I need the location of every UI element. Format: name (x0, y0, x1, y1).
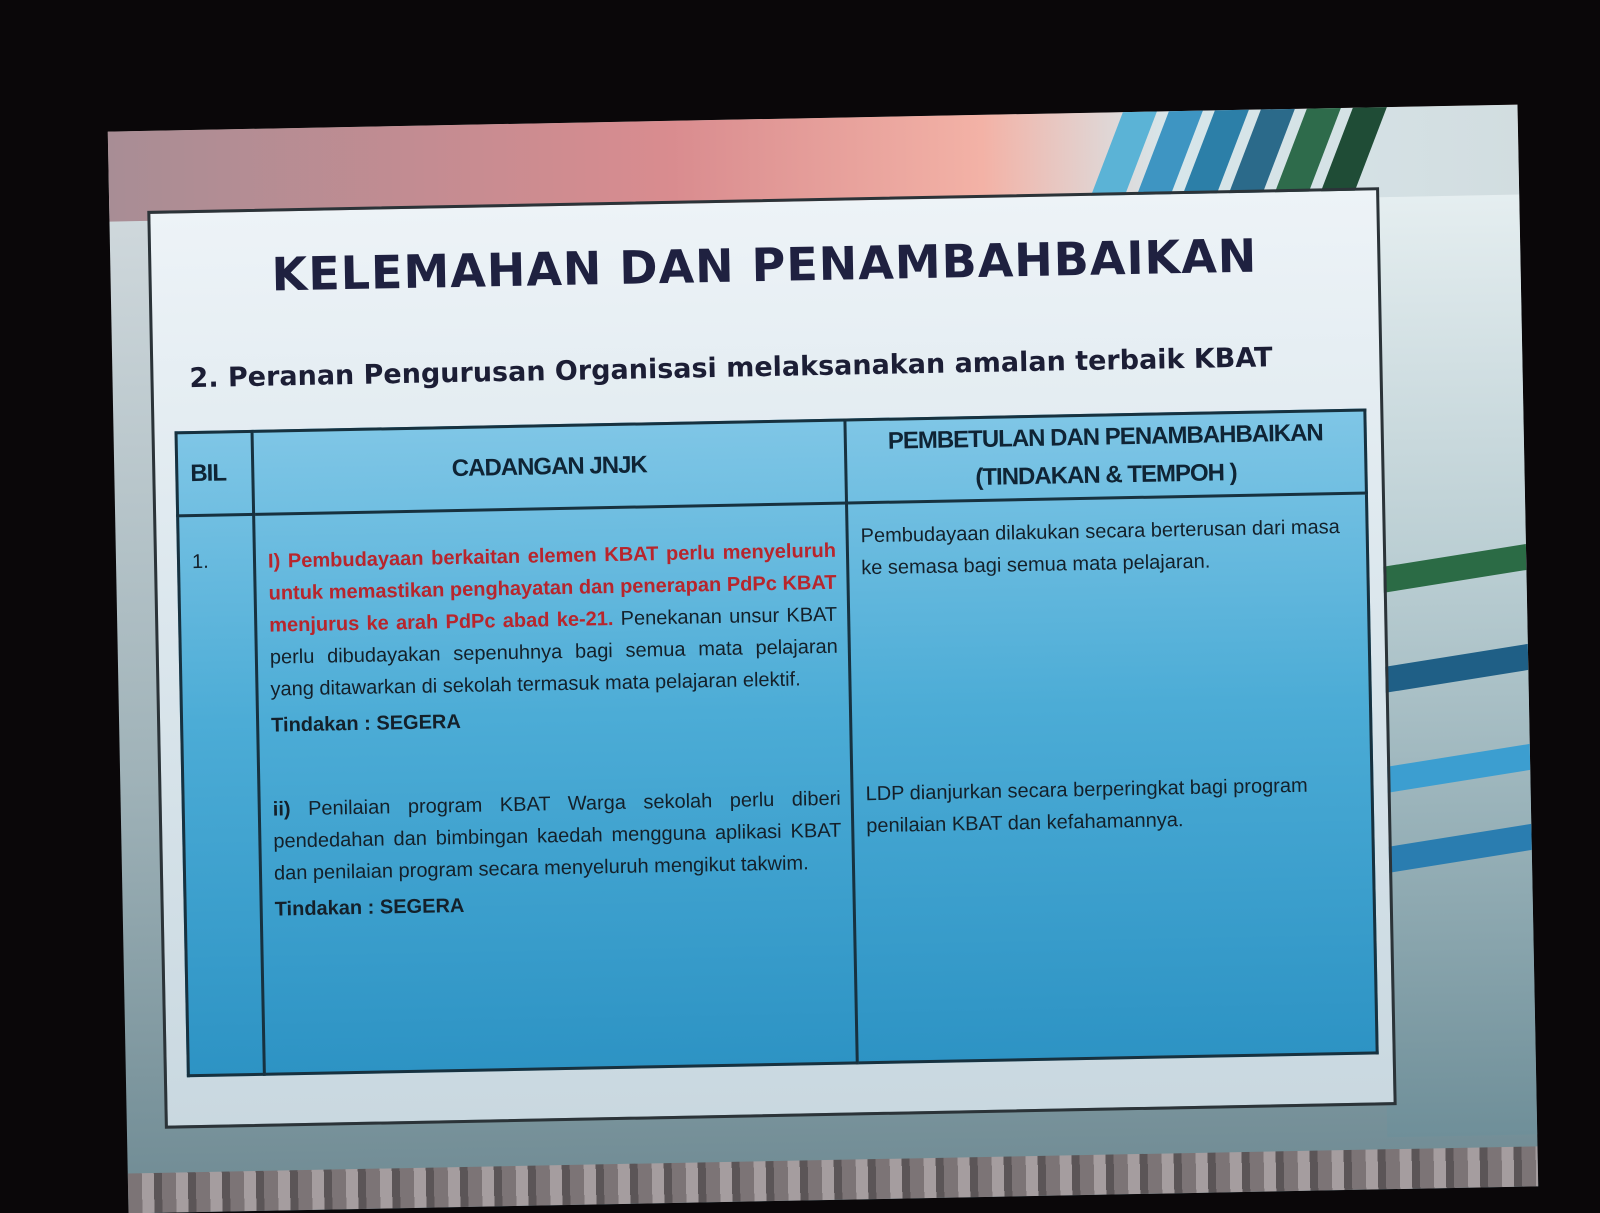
item2-text: Penilaian program KBAT Warga sekolah perlu diberi pendedahan dan bimbingan kaedah mengguna aplikasi KBAT dan penilaian program secara menyeluruh mengikut takwim. (273, 787, 842, 885)
side-stripe (1382, 824, 1532, 874)
header-pembetulan-line1: PEMBETULAN DAN PENAMBAHBAIKAN (887, 419, 1324, 455)
item1-paragraph (268, 535, 839, 706)
side-stripe (1378, 644, 1528, 694)
header-bil: BIL (176, 431, 254, 515)
bottom-strip (128, 1146, 1539, 1213)
header-pembetulan (845, 410, 1366, 503)
header-cadangan: CADANGAN JNJK (252, 420, 846, 514)
side-stripe (1376, 544, 1526, 594)
item1-text: Penekanan unsur KBAT perlu dibudayakan sepenuhnya bagi semua mata pelajaran yang ditawarkan di sekolah termasuk mata pelajaran elektif. (269, 603, 838, 701)
header-pembetulan-line2: (TINDAKAN & TEMPOH ) (975, 459, 1237, 492)
item1-highlight: Pembudayaan berkaitan elemen KBAT perlu menyeluruh untuk memastikan penghayatan dan penerapan PdPc KBAT menjurus ke arah PdPc abad ke-21. (268, 539, 837, 637)
row-number: 1. (178, 514, 265, 1075)
side-stripe (1380, 744, 1530, 794)
pembetulan-cell (847, 493, 1378, 1063)
item2-response: LDP dianjurkan secara berperingkat bagi program penilaian KBAT dan kefahamannya. (865, 774, 1308, 838)
table-row (178, 493, 1378, 1076)
slide-title: KELEMAHAN DAN PENAMBAHBAIKAN (271, 228, 1258, 302)
item2-paragraph (272, 783, 842, 890)
projection-screen (108, 105, 1539, 1213)
item2-label: ii) (272, 798, 291, 821)
cadangan-cell (254, 503, 858, 1074)
slide-subtitle: 2. Peranan Pengurusan Organisasi melaksanakan amalan terbaik KBAT (189, 342, 1273, 395)
item1-tindakan: Tindakan : SEGERA (270, 710, 462, 737)
item1-response: Pembudayaan dilakukan secara berterusan dari masa ke semasa bagi semua mata pelajaran. (860, 516, 1340, 580)
item2-tindakan: Tindakan : SEGERA (274, 894, 465, 921)
slide (147, 187, 1396, 1128)
kbat-table (175, 409, 1379, 1078)
item1-label: I) (267, 550, 281, 573)
spacer (862, 575, 1359, 778)
